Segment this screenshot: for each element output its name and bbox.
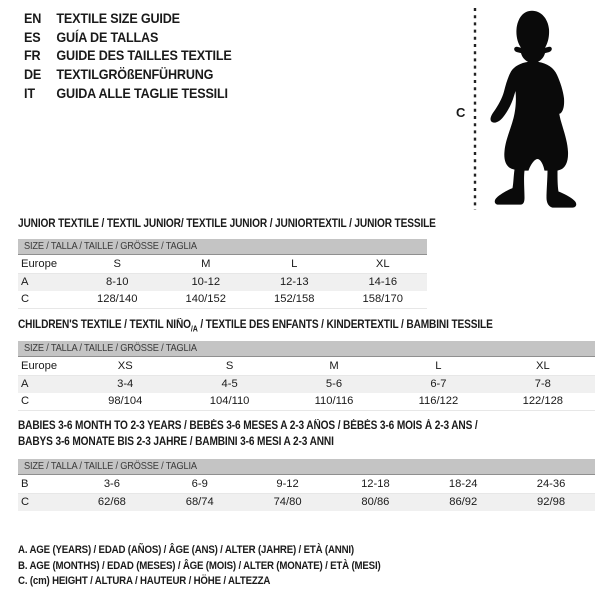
language-row-fr [24, 46, 232, 65]
table-row [18, 376, 595, 394]
babies-size-table [18, 459, 595, 511]
children-section-title [18, 318, 493, 337]
row-label: C [21, 395, 30, 407]
language-label: TEXTILGRÖßENFÜHRUNG [56, 66, 214, 83]
age-months-value: 18-24 [448, 478, 478, 490]
age-value: 6-7 [430, 377, 447, 390]
height-value: 86/92 [449, 495, 478, 508]
babies-size-header-row [18, 459, 595, 475]
age-months-value: 3-6 [103, 478, 120, 490]
footnote-text: C. (cm) HEIGHT / ALTURA / HAUTEUR / HÖHE / ALTEZZA [18, 575, 271, 587]
footnote-text: B. AGE (MONTHS) / EDAD (MESES) / ÂGE (MOIS) / ALTER (MONATE) / ETÀ (MESI) [18, 559, 381, 572]
table-row [18, 291, 427, 309]
row-label: C [21, 495, 30, 508]
size-value: M [201, 258, 211, 270]
age-value: 5-6 [325, 377, 343, 390]
language-label: GUIDA ALLE TAGLIE TESSILI [56, 84, 228, 101]
height-value: 68/74 [185, 495, 214, 508]
age-value: 4-5 [221, 377, 238, 390]
size-header-label: SIZE / TALLA / TAILLE / GRÖSSE / TAGLIA [24, 240, 197, 252]
language-code: IT [24, 84, 35, 101]
footnote-age-months [18, 559, 430, 575]
height-value: 122/128 [522, 395, 564, 407]
language-row-de [24, 65, 232, 84]
height-value: 152/158 [274, 293, 315, 305]
table-row [18, 494, 595, 512]
children-title-post: / TEXTILE DES ENFANTS / KINDERTEXTIL / BAMBINI TESSILE [197, 319, 493, 331]
table-row [18, 476, 595, 494]
language-code: DE [24, 66, 42, 83]
language-guide-header [24, 9, 255, 102]
row-label: C [21, 293, 30, 305]
language-label: GUIDE DES TAILLES TEXTILE [56, 47, 232, 64]
height-marker-label: C [456, 105, 466, 120]
height-value: 62/68 [97, 495, 126, 508]
size-header-label: SIZE / TALLA / TAILLE / GRÖSSE / TAGLIA [24, 460, 197, 472]
language-label: GUÍA DE TALLAS [56, 28, 159, 45]
height-dashed-line [472, 8, 478, 210]
table-row [18, 274, 427, 292]
language-code: FR [24, 47, 41, 64]
table-row [18, 358, 595, 376]
language-label: TEXTILE SIZE GUIDE [56, 10, 180, 27]
language-row-en [24, 9, 232, 28]
age-months-value: 12-18 [361, 478, 390, 490]
age-value: 12-13 [279, 275, 309, 288]
table-row [18, 393, 595, 411]
height-value: 116/122 [418, 395, 459, 407]
babies-title-line2: BABYS 3-6 MONATE BIS 2-3 JAHRE / BAMBINI 3-6 MESI A 2-3 ANNI [18, 435, 334, 448]
height-value: 110/116 [314, 395, 354, 407]
children-title-sub: /A [190, 324, 198, 334]
children-size-header-row [18, 341, 595, 357]
age-value: 7-8 [534, 377, 551, 390]
size-value: M [329, 360, 339, 372]
height-value: 140/152 [185, 293, 226, 305]
row-label: A [21, 275, 29, 288]
junior-section-title: JUNIOR TEXTILE / TEXTIL JUNIOR/ TEXTILE JUNIOR / JUNIORTEXTIL / JUNIOR TESSILE [18, 218, 436, 230]
age-value: 14-16 [368, 275, 398, 288]
babies-section-title [18, 419, 478, 450]
size-value: XL [375, 258, 390, 270]
height-value: 158/170 [362, 293, 403, 305]
age-months-value: 9-12 [276, 478, 299, 490]
language-code: EN [24, 10, 42, 27]
age-months-value: 6-9 [191, 478, 208, 490]
height-value: 104/110 [209, 395, 250, 407]
height-value: 98/104 [108, 395, 143, 407]
size-value: XS [117, 360, 133, 372]
language-row-it [24, 83, 232, 102]
age-value: 8-10 [106, 275, 129, 288]
children-title-pre: CHILDREN'S TEXTILE / TEXTIL NIÑO [18, 319, 191, 331]
row-label: A [21, 377, 29, 390]
footnote-height [18, 574, 430, 590]
size-header-label: SIZE / TALLA / TAILLE / GRÖSSE / TAGLIA [24, 342, 197, 354]
baby-silhouette-image [486, 4, 586, 210]
size-value: L [435, 360, 442, 372]
language-row-es [24, 28, 232, 47]
row-label: B [21, 478, 29, 490]
age-months-value: 24-36 [536, 478, 566, 490]
height-value: 92/98 [537, 495, 566, 508]
size-value: L [291, 258, 298, 270]
size-value: XL [535, 360, 550, 372]
table-row [18, 256, 427, 274]
junior-size-header-row [18, 239, 427, 255]
row-label: Europe [21, 258, 58, 270]
children-size-table [18, 341, 595, 411]
language-code: ES [24, 28, 41, 45]
height-value: 128/140 [97, 293, 138, 305]
height-value: 80/86 [361, 495, 390, 508]
age-value: 10-12 [191, 275, 221, 288]
footnote-age-years [18, 543, 430, 559]
size-value: S [225, 360, 234, 372]
age-value: 3-4 [117, 377, 134, 390]
footnote-text: A. AGE (YEARS) / EDAD (AÑOS) / ÂGE (ANS) / ALTER (JAHRE) / ETÀ (ANNI) [18, 544, 354, 556]
size-value: S [113, 258, 121, 270]
height-value: 74/80 [273, 495, 302, 508]
junior-size-table [18, 239, 427, 309]
babies-title-line1: BABIES 3-6 MONTH TO 2-3 YEARS / BEBÉS 3-6 MESES A 2-3 AÑOS / BÉBÉS 3-6 MOIS À 2-3 ANS / [18, 420, 478, 432]
legend-footnotes [18, 543, 430, 590]
row-label: Europe [21, 360, 58, 372]
